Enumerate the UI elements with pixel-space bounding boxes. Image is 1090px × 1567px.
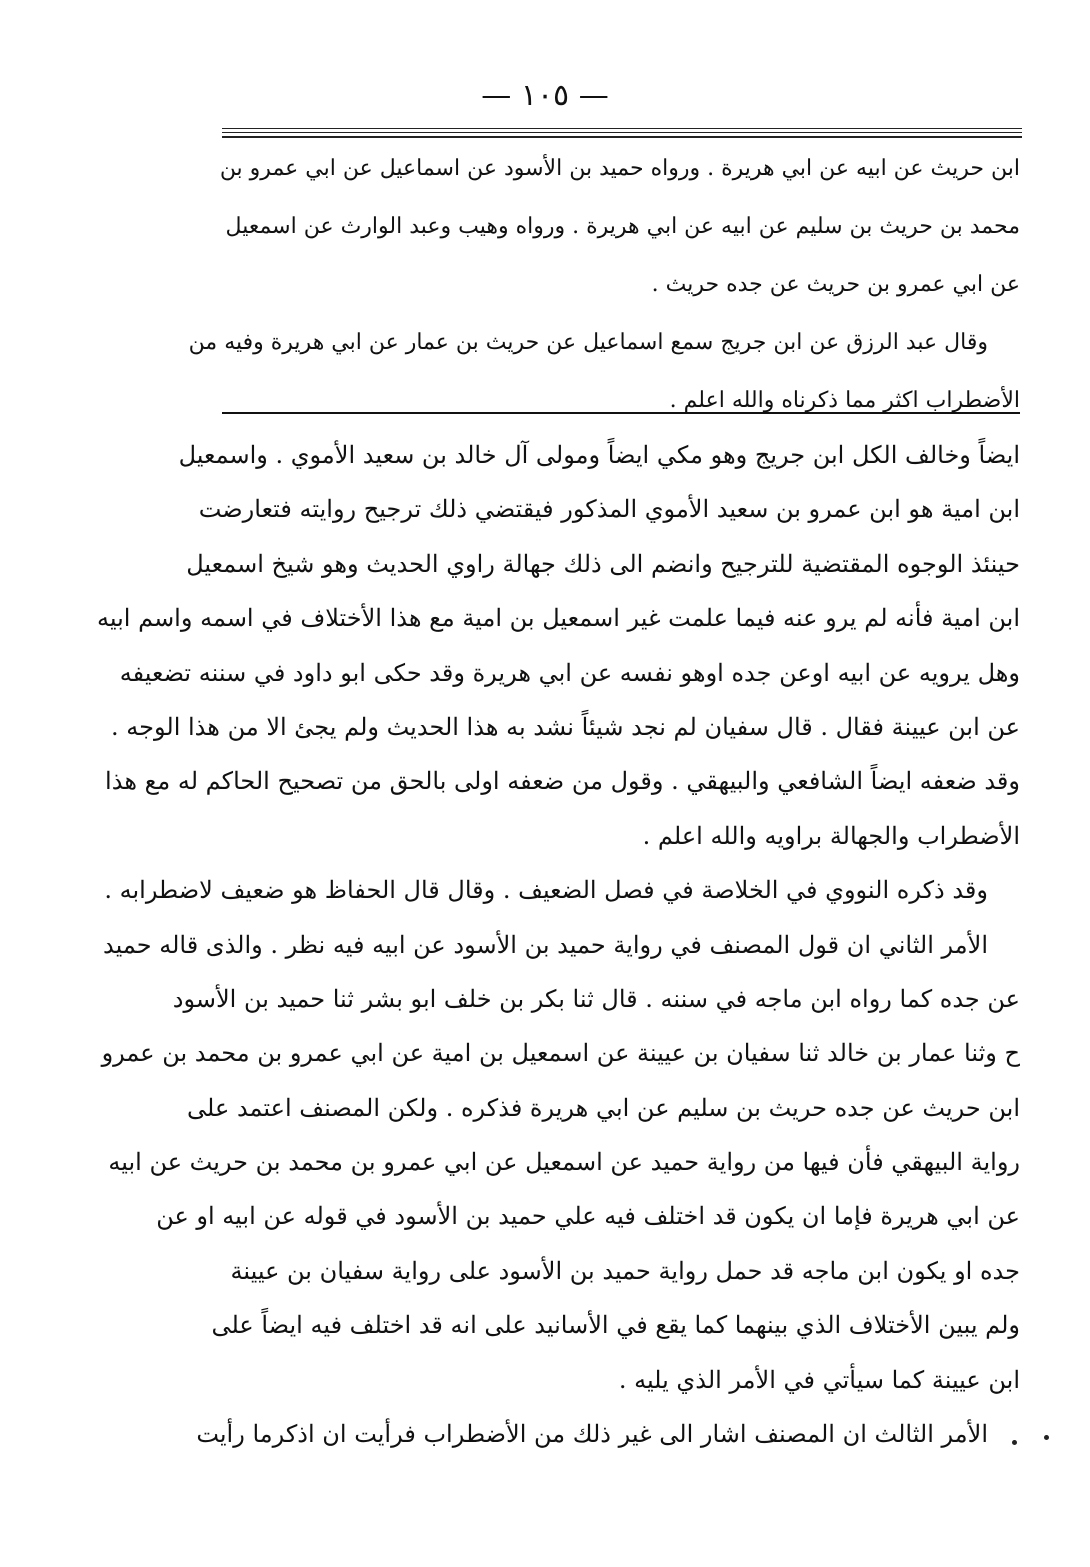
section-separator bbox=[222, 412, 1020, 414]
text-line: رواية البيهقي فأن فيها من رواية حميد عن اسمعيل عن ابي عمرو بن محمد بن حريث عن ابيه bbox=[108, 1148, 1020, 1177]
text-line: الأمر الثالث ان المصنف اشار الى غير ذلك من الأضطراب فرأيت ان اذكرما رأيت bbox=[196, 1420, 988, 1449]
header-rule bbox=[222, 136, 1022, 138]
text-line: ح وثنا عمار بن خالد ثنا سفيان بن عيينة عن اسمعيل بن امية عن ابي عمرو بن محمد بن عمرو bbox=[101, 1039, 1020, 1068]
text-line: ايضاً وخالف الكل ابن جريج وهو مكي ايضاً ومولى آل خالد بن سعيد الأموي . واسمعيل bbox=[178, 441, 1020, 469]
header-rule bbox=[222, 132, 1022, 133]
footnote-line: عن ابي عمرو بن حريث عن جده حريث . bbox=[651, 272, 1020, 297]
text-line: عن ابن عيينة فقال . قال سفيان لم نجد شيئاً نشد به هذا الحديث ولم يجئ الا من هذا الوجه . bbox=[111, 712, 1020, 741]
margin-mark bbox=[1044, 1435, 1049, 1440]
text-line: ابن حريث عن جده حريث بن سليم عن ابي هريرة فذكره . ولكن المصنف اعتمد على bbox=[187, 1093, 1020, 1122]
text-line: وهل يرويه عن ابيه اوعن جده اوهو نفسه عن ابي هريرة وقد حكى ابو داود في سننه تضعيفه bbox=[119, 658, 1020, 687]
text-line: وقد ذكره النووي في الخلاصة في فصل الضعيف . وقال قال الحفاظ هو ضعيف لاضطرابه . bbox=[104, 876, 988, 905]
text-line: ابن عيينة كما سيأتي في الأمر الذي يليه . bbox=[618, 1365, 1020, 1394]
text-line: عن ابي هريرة فإما ان يكون قد اختلف فيه علي حميد بن الأسود في قوله عن ابيه او عن bbox=[156, 1202, 1020, 1231]
header-rule bbox=[222, 128, 1022, 129]
text-line: ابن امية هو ابن عمرو بن سعيد الأموي المذكور فيقتضي ذلك ترجيح روايته فتعارضت bbox=[198, 495, 1020, 524]
text-line: ابن امية فأنه لم يرو عنه فيما علمت غير اسمعيل بن امية مع هذا الأختلاف في اسمه واسم ابيه bbox=[97, 604, 1020, 633]
footnote-line: محمد بن حريث بن سليم عن ابيه عن ابي هريرة . ورواه وهيب وعبد الوارث عن اسمعيل bbox=[225, 214, 1020, 239]
text-line: ولم يبين الأختلاف الذي بينهما كما يقع في الأسانيد على انه قد اختلف فيه ايضاً على bbox=[211, 1311, 1020, 1340]
text-line: الأضطراب والجهالة براويه والله اعلم . bbox=[642, 821, 1020, 850]
body-text bbox=[97, 428, 1020, 1461]
text-line: وقد ضعفه ايضاً الشافعي والبيهقي . وقول من ضعفه اولى بالحق من تصحيح الحاكم له مع هذا bbox=[105, 767, 1020, 796]
text-line: الأمر الثاني ان قول المصنف في رواية حميد بن الأسود عن ابيه فيه نظر . والذى قاله حميد bbox=[103, 930, 988, 959]
text-line: عن جده كما رواه ابن ماجه في سننه . قال ثنا بكر بن خلف ابو بشر ثنا حميد بن الأسود bbox=[172, 984, 1020, 1013]
footnote-line: وقال عبد الرزق عن ابن جريج سمع اسماعيل عن حريث بن عمار عن ابي هريرة وفيه من bbox=[188, 330, 988, 355]
margin-mark bbox=[1012, 1440, 1017, 1445]
page-number: — ١٠٥ — bbox=[481, 78, 609, 113]
footnote-line: الأضطراب اكثر مما ذكرناه والله اعلم . bbox=[669, 388, 1020, 413]
text-line: حينئذ الوجوه المقتضية للترجيح وانضم الى ذلك جهالة راوي الحديث وهو شيخ اسمعيل bbox=[186, 549, 1020, 578]
text-line: جده او يكون ابن ماجه قد حمل رواية حميد بن الأسود على رواية سفيان بن عيينة bbox=[230, 1256, 1020, 1285]
footnotes-block bbox=[188, 140, 1020, 430]
footnote-line: ابن حريث عن ابيه عن ابي هريرة . ورواه حميد بن الأسود عن اسماعيل عن ابي عمرو بن bbox=[219, 156, 1020, 181]
